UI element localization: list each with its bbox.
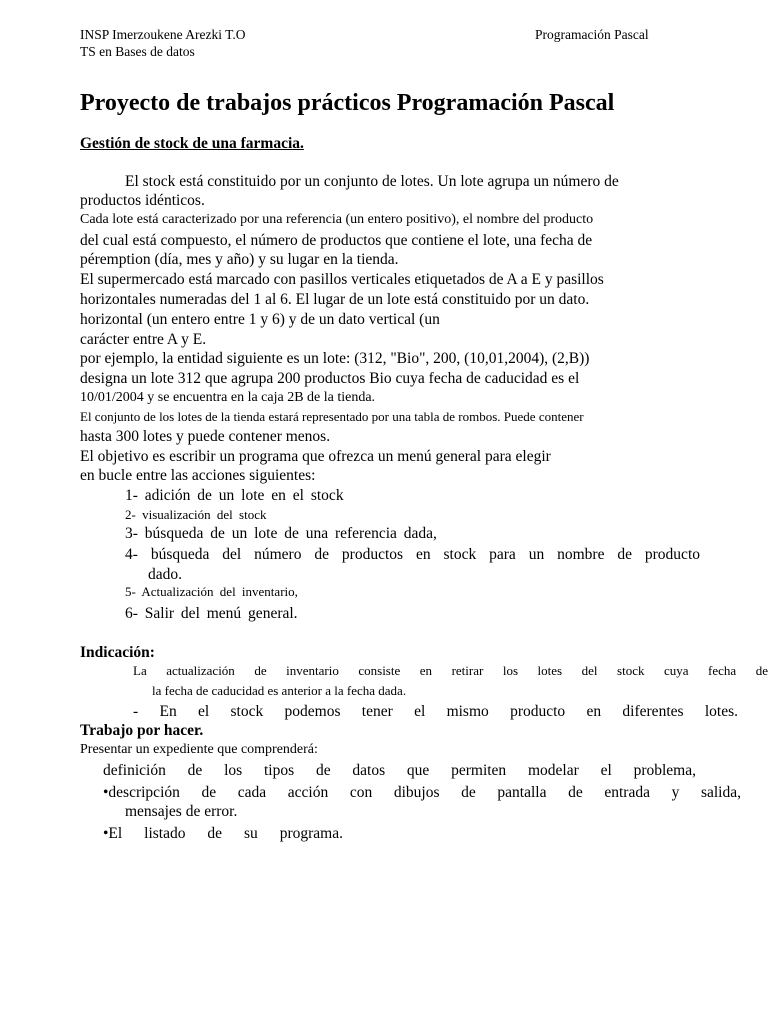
trabajo-line: Presentar un expediente que comprenderá:	[80, 742, 318, 757]
menu-item: 4- búsqueda del número de productos en stock para un nombre de producto	[125, 546, 700, 563]
trabajo-line: •descripción de cada acción con dibujos de pantalla de entrada y salida,	[103, 784, 741, 801]
intro-line: carácter entre A y E.	[80, 331, 207, 348]
intro-line: productos idénticos.	[80, 192, 205, 209]
intro-line: del cual está compuesto, el número de productos que contiene el lote, una fecha de	[80, 232, 593, 249]
header-program: TS en Bases de datos	[80, 44, 195, 59]
menu-item: 6- Salir del menú general.	[125, 605, 298, 622]
page-title: Proyecto de trabajos prácticos Programación Pascal	[80, 90, 615, 116]
intro-line: 10/01/2004 y se encuentra en la caja 2B de la tienda.	[80, 390, 376, 405]
menu-item: 3- búsqueda de un lote de una referencia dada,	[125, 525, 437, 542]
trabajo-line: mensajes de error.	[125, 803, 238, 820]
intro-line: horizontales numeradas del 1 al 6. El lugar de un lote está constituido por un dato.	[80, 291, 590, 308]
intro-line: El supermercado está marcado con pasillos verticales etiquetados de A a E y pasillos	[80, 271, 604, 288]
intro-line: El stock está constituido por un conjunto de lotes. Un lote agrupa un número de	[125, 173, 619, 190]
trabajo-line: definición de los tipos de datos que permiten modelar el problema,	[103, 762, 696, 779]
intro-line: designa un lote 312 que agrupa 200 productos Bio cuya fecha de caducidad es el	[80, 370, 580, 387]
trabajo-line: •El listado de su programa.	[103, 825, 343, 842]
indicacion-line: la fecha de caducidad es anterior a la fecha dada.	[152, 683, 407, 698]
menu-item: 1- adición de un lote en el stock	[125, 487, 344, 504]
intro-line: en bucle entre las acciones siguientes:	[80, 467, 316, 484]
indicacion-heading: Indicación:	[80, 644, 155, 661]
section-subtitle: Gestión de stock de una farmacia.	[80, 135, 304, 152]
intro-line: Cada lote está caracterizado por una referencia (un entero positivo), el nombre del producto	[80, 212, 594, 227]
trabajo-heading: Trabajo por hacer.	[80, 722, 204, 739]
intro-line: hasta 300 lotes y puede contener menos.	[80, 428, 331, 445]
indicacion-line: La actualización de inventario consiste en retirar los lotes del stock cuya fecha de	[133, 663, 768, 678]
intro-line: El objetivo es escribir un programa que ofrezca un menú general para elegir	[80, 448, 551, 465]
header-course: Programación Pascal	[535, 27, 649, 42]
intro-line: El conjunto de los lotes de la tienda estará representado por una tabla de rombos. Puede contener	[80, 409, 584, 424]
intro-line: péremption (día, mes y año) y su lugar en la tienda.	[80, 251, 399, 268]
intro-line: por ejemplo, la entidad siguiente es un lote: (312, "Bio", 200, (10,01,2004), (2,B))	[80, 350, 590, 367]
intro-line: horizontal (un entero entre 1 y 6) y de un dato vertical (un	[80, 311, 440, 328]
menu-item: dado.	[148, 566, 183, 583]
menu-item: 2- visualización del stock	[125, 507, 267, 522]
indicacion-line: - En el stock podemos tener el mismo producto en diferentes lotes.	[133, 703, 738, 720]
menu-item: 5- Actualización del inventario,	[125, 584, 298, 599]
header-author: INSP Imerzoukene Arezki T.O	[80, 27, 246, 42]
